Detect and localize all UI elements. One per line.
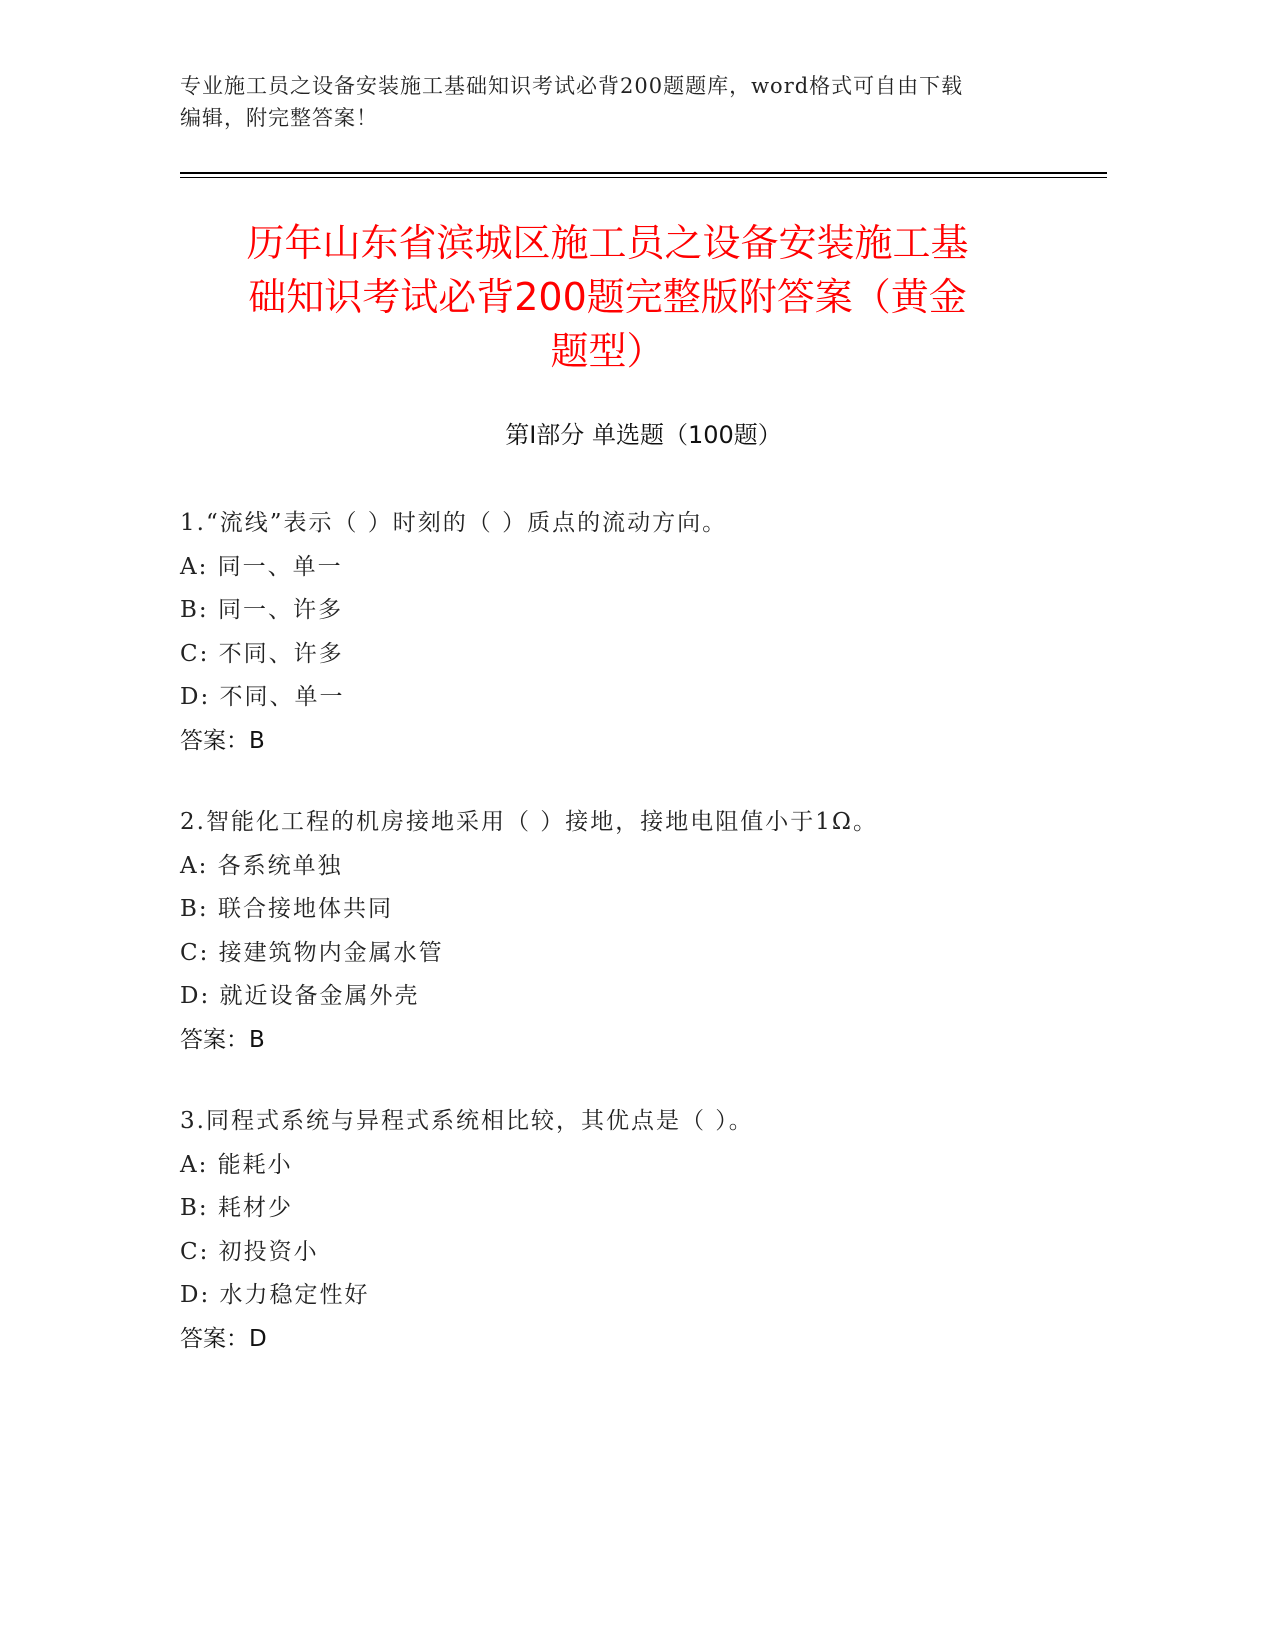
option-d: D: 水力稳定性好 [180,1282,370,1308]
question-stem: 2.智能化工程的机房接地采用（ ）接地，接地电阻值小于1Ω。 [180,809,878,835]
option-a: A: 能耗小 [180,1151,293,1178]
option-b: B: 耗材少 [180,1195,293,1221]
option-b: B: 同一、许多 [180,597,343,623]
option-c: C: 不同、许多 [180,640,344,667]
header-note-line-2: 编辑，附完整答案！ [180,106,378,130]
answer-line: 答案：B [180,1026,265,1053]
question-1 [180,502,1107,763]
option-c: C: 接建筑物内金属水管 [180,939,444,966]
header-divider-thin [180,177,1107,178]
question-list [180,502,1107,1399]
option-c: C: 初投资小 [180,1238,319,1265]
option-d: D: 不同、单一 [180,684,345,710]
question-stem: 1.“流线”表示（ ）时刻的（ ）质点的流动方向。 [180,510,728,536]
question-stem: 3.同程式系统与异程式系统相比较，其优点是（ ）。 [180,1108,754,1134]
answer-line: 答案：D [180,1325,267,1352]
header-divider-thick [180,172,1107,174]
option-d: D: 就近设备金属外壳 [180,983,420,1009]
answer-line: 答案：B [180,727,265,754]
question-3 [180,1100,1107,1361]
option-a: A: 各系统单独 [180,852,343,879]
section-heading: 第Ⅰ部分 单选题（100题） [505,421,782,449]
question-2 [180,801,1107,1062]
option-a: A: 同一、单一 [180,553,343,580]
title-line-2: 础知识考试必背200题完整版附答案（黄金 [248,275,967,319]
header-note [180,70,1040,134]
header-note-line-1: 专业施工员之设备安装施工基础知识考试必背200题题库，word格式可自由下载 [180,74,964,98]
title-line-1: 历年山东省滨城区施工员之设备安装施工基 [246,221,969,265]
document-title [185,216,1030,378]
title-line-3: 题型） [550,329,665,373]
option-b: B: 联合接地体共同 [180,896,393,922]
